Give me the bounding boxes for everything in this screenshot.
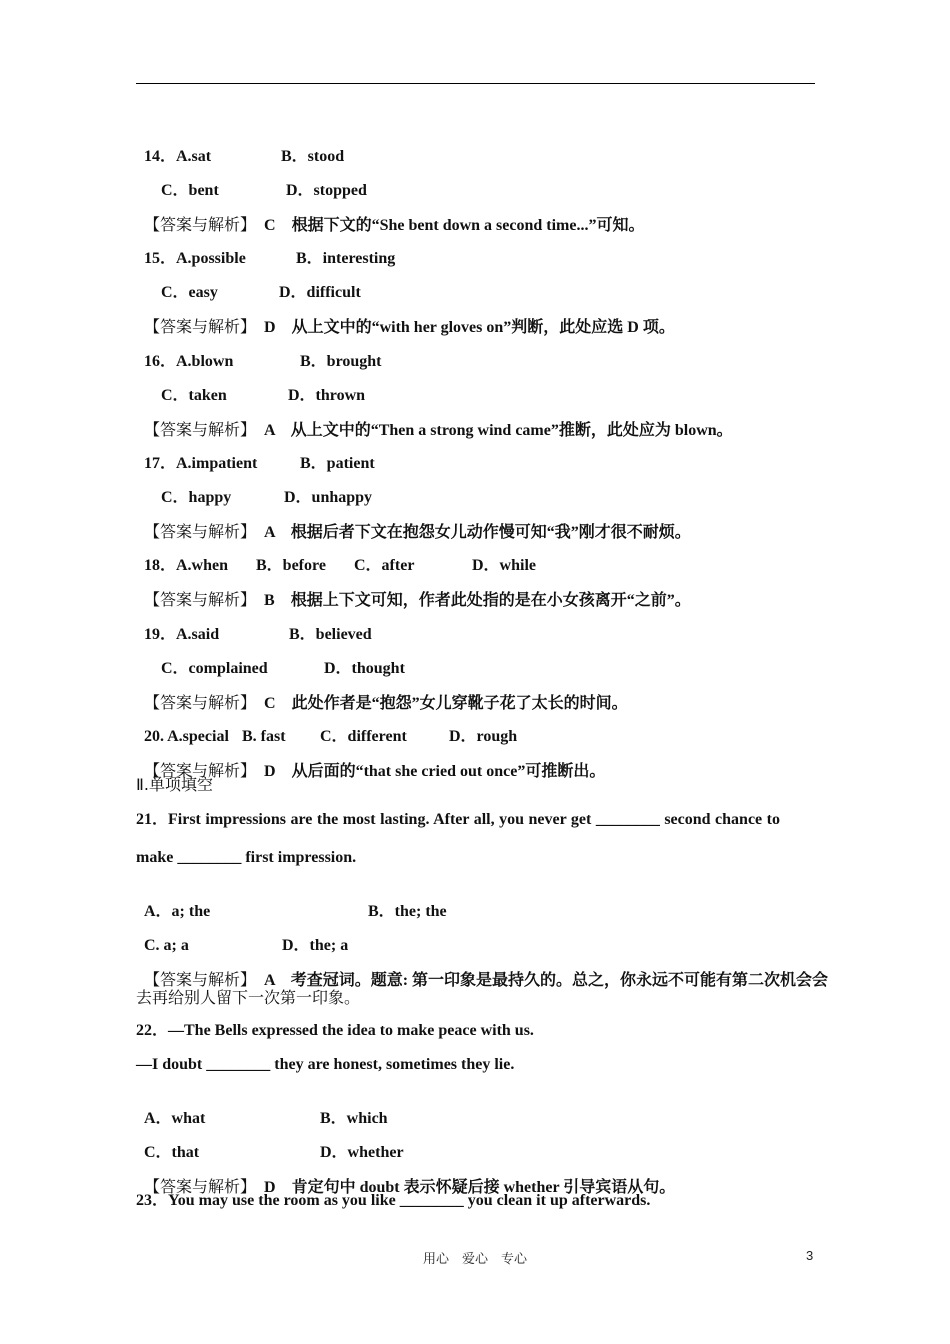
q21-stem-line2: make ________ first impression.: [136, 849, 357, 866]
q17-answer-text: A 根据后者下文在抱怨女儿动作慢可知“我”刚才很不耐烦。: [264, 524, 691, 541]
q22-option-d: D．whether: [320, 1144, 404, 1161]
q16-option-d: D．thrown: [288, 387, 366, 404]
q15-answer-text: D 从上文中的“with her gloves on”判断，此处应选 D 项。: [264, 319, 675, 336]
q16-option-c: C．taken: [161, 387, 227, 404]
q15-option-b: B．interesting: [296, 250, 396, 267]
section-heading: Ⅱ.单项填空: [136, 775, 213, 794]
q14-answer-text: C 根据下文的“She bent down a second time...”可知。: [264, 217, 645, 234]
q20-answer-text: D 从后面的“that she cried out once”可推断出。: [264, 763, 606, 780]
q20-option-a: 20. A.special: [144, 728, 229, 745]
header-rule: [136, 83, 815, 84]
q14-option-b: B．stood: [281, 148, 345, 165]
answer-tag: 【答案与解析】: [144, 761, 257, 780]
q20-option-d: D．rough: [449, 728, 518, 745]
answer-tag: 【答案与解析】: [144, 215, 257, 234]
q19-option-a: 19．A.said: [144, 626, 220, 643]
q22-stem-line1: 22．—The Bells expressed the idea to make peace with us.: [136, 1022, 534, 1039]
q14-option-c: C．bent: [161, 182, 219, 199]
page-footer: 用心 爱心 专心: [422, 1252, 527, 1267]
q22-option-a: A．what: [144, 1110, 206, 1127]
q18-option-a: 18．A.when: [144, 557, 229, 574]
q21-stem-line1: 21．First impressions are the most lasting. After all, you never get ________ second chance to: [136, 811, 780, 828]
q18-answer-text: B 根据上下文可知，作者此处指的是在小女孩离开“之前”。: [264, 592, 691, 609]
q19-answer-text: C 此处作者是“抱怨”女儿穿靴子花了太长的时间。: [264, 695, 628, 712]
q16-option-b: B．brought: [300, 353, 382, 370]
q23-stem-line1: 23．You may use the room as you like ________ you clean it up afterwards.: [136, 1192, 651, 1209]
q17-option-d: D．unhappy: [284, 489, 373, 506]
q21-option-b: B．the; the: [368, 903, 447, 920]
q22-option-b: B．which: [320, 1110, 388, 1127]
q19-option-d: D．thought: [324, 660, 405, 677]
q22-stem-line2: —I doubt ________ they are honest, sometimes they lie.: [136, 1056, 515, 1073]
answer-tag: 【答案与解析】: [144, 693, 257, 712]
q21-option-d: D．the; a: [282, 937, 349, 954]
q21-answer-text: A 考查冠词。题意: 第一印象是最持久的。总之，你永远不可能有第二次机会会: [264, 972, 829, 989]
q18-option-b: B．before: [256, 557, 326, 574]
answer-tag: 【答案与解析】: [144, 420, 257, 439]
page-number: 3: [806, 1248, 814, 1263]
q17-option-a: 17．A.impatient: [144, 455, 258, 472]
q15-option-a: 15．A.possible: [144, 250, 246, 267]
q20-option-c: C．different: [320, 728, 407, 745]
q19-option-c: C．complained: [161, 660, 268, 677]
q19-option-b: B．believed: [289, 626, 372, 643]
q21-option-a: A．a; the: [144, 903, 211, 920]
q22-option-c: C．that: [144, 1144, 200, 1161]
q15-option-c: C．easy: [161, 284, 218, 301]
q17-option-b: B．patient: [300, 455, 375, 472]
q17-option-c: C．happy: [161, 489, 232, 506]
q14-option-a: 14．A.sat: [144, 148, 212, 165]
q18-option-c: C．after: [354, 557, 415, 574]
answer-tag: 【答案与解析】: [144, 1177, 257, 1196]
q15-option-d: D．difficult: [279, 284, 361, 301]
answer-tag: 【答案与解析】: [144, 970, 257, 989]
q16-option-a: 16．A.blown: [144, 353, 234, 370]
q21-answer-line1: [136, 950, 828, 991]
q21-answer-line2: 去再给别人留下一次第一印象。: [136, 988, 361, 1007]
q16-answer-text: A 从上文中的“Then a strong wind came”推断，此处应为 blown。: [264, 422, 733, 439]
q14-option-d: D．stopped: [286, 182, 367, 199]
q22-answer-text: D 肯定句中 doubt 表示怀疑后接 whether 引导宾语从句。: [264, 1179, 676, 1196]
answer-tag: 【答案与解析】: [144, 317, 257, 336]
q21-option-c: C. a; a: [144, 937, 189, 954]
answer-tag: 【答案与解析】: [144, 590, 257, 609]
q20-option-b: B. fast: [242, 728, 286, 745]
q18-option-d: D．while: [472, 557, 537, 574]
answer-tag: 【答案与解析】: [144, 522, 257, 541]
